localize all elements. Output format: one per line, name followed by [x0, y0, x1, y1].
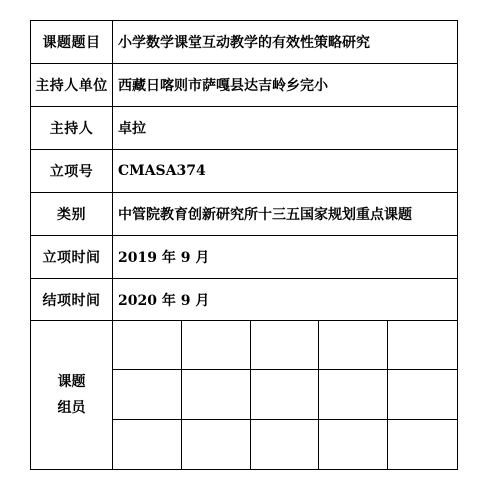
member-cell: [113, 370, 182, 419]
label-start-date: 立项时间: [31, 236, 113, 278]
member-cell: [251, 370, 320, 419]
member-cell: [319, 420, 388, 469]
row-host: [31, 107, 457, 150]
value-host-unit: 西藏日喀则市萨嘎县达吉岭乡完小: [118, 78, 328, 94]
member-cell: [182, 370, 251, 419]
member-cell: [251, 420, 320, 469]
label-members: [31, 321, 113, 469]
member-cell: [182, 420, 251, 469]
label-project-number: 立项号: [31, 150, 113, 192]
row-start-date: [31, 236, 457, 279]
row-host-unit: [31, 64, 457, 107]
label-category: 类别: [31, 193, 113, 235]
member-cell: [388, 370, 457, 419]
value-category: 中管院教育创新研究所十三五国家规划重点课题: [118, 207, 412, 223]
row-end-date: [31, 279, 457, 321]
member-cell: [388, 420, 457, 469]
row-project-title: [31, 21, 457, 64]
row-project-number: [31, 150, 457, 193]
member-cell: [113, 420, 182, 469]
label-members-line2: 组员: [57, 400, 86, 416]
member-cell: [319, 321, 388, 370]
value-project-title: 小学数学课堂互动教学的有效性策略研究: [118, 35, 370, 51]
member-cell: [251, 321, 320, 370]
label-project-title: 课题题目: [31, 21, 113, 63]
member-cell: [319, 370, 388, 419]
label-members-line1: 课题: [57, 374, 86, 390]
members-grid: [113, 321, 457, 469]
value-project-number: CMASA374: [118, 163, 206, 179]
label-end-date: 结项时间: [31, 279, 113, 320]
value-start-date: 2019 年 9 月: [118, 250, 210, 266]
label-host: 主持人: [31, 107, 113, 149]
row-category: [31, 193, 457, 236]
member-cell: [388, 321, 457, 370]
value-host: 卓拉: [118, 121, 146, 137]
row-members: [31, 321, 457, 469]
project-info-table: [30, 20, 458, 470]
member-cell: [113, 321, 182, 370]
label-host-unit: 主持人单位: [31, 64, 113, 106]
value-end-date: 2020 年 9 月: [118, 292, 210, 309]
member-cell: [182, 321, 251, 370]
